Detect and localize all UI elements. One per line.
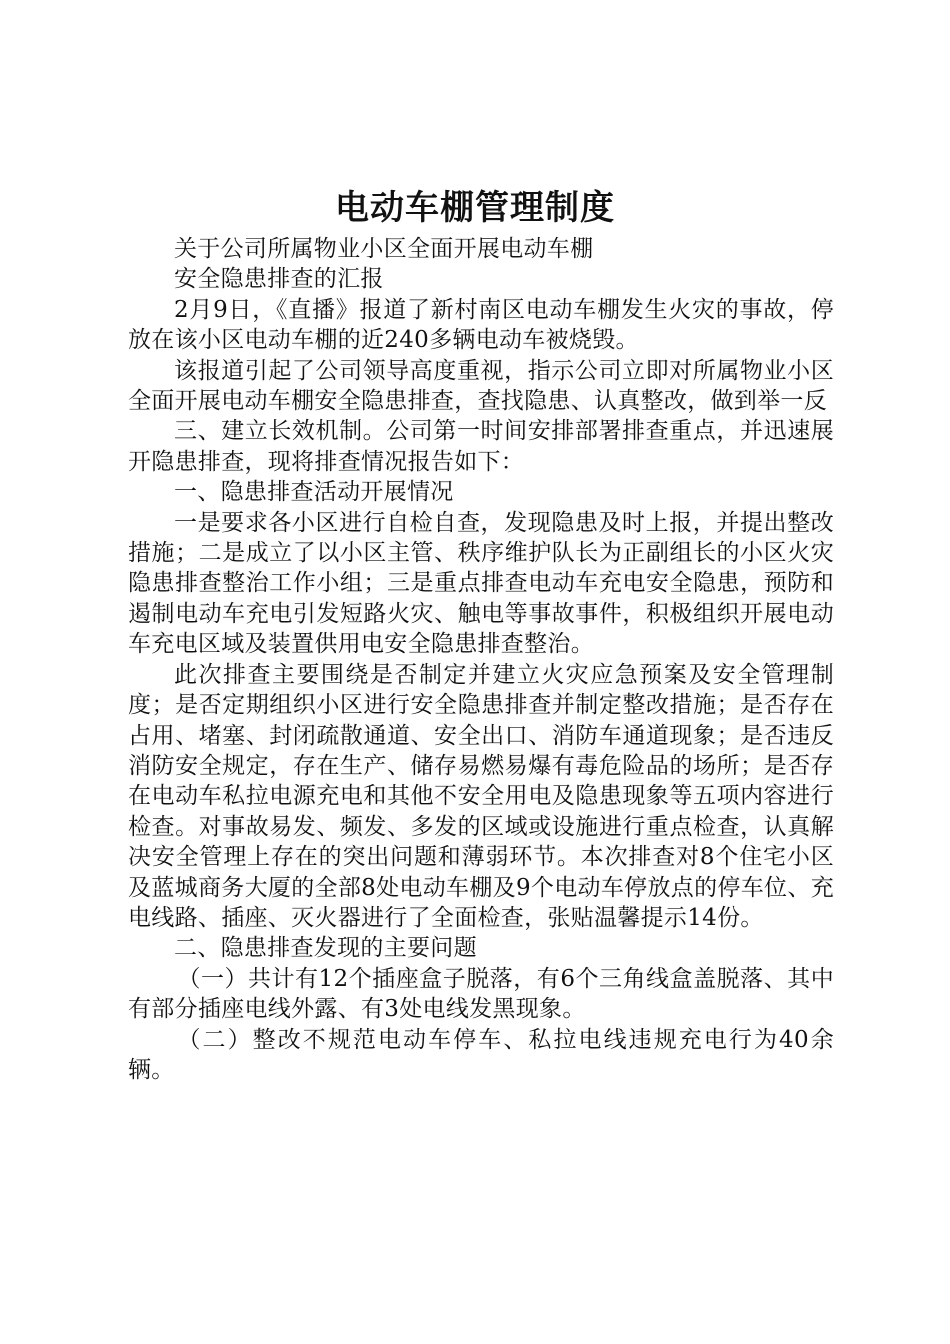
paragraph-incident: 2月9日，《直播》报道了新村南区电动车棚发生火灾的事故，停放在该小区电动车棚的近240多辆电动车被烧毁。 [128,296,834,354]
section-heading-2: 二、隐患排查发现的主要问题 [174,935,477,962]
paragraph-mechanism: 三、建立长效机制。公司第一时间安排部署排查重点，并迅速展开隐患排查，现将排查情况报告如下： [128,418,834,475]
issue-item-1: （一）共计有12个插座盒子脱落，有6个三角线盒盖脱落、其中有部分插座电线外露、有3处电线发黑现象。 [128,965,834,1023]
report-title-line-1: 关于公司所属物业小区全面开展电动车棚 [174,236,594,262]
paragraph-measures: 一是要求各小区进行自检自查，发现隐患及时上报，并提出整改措施；二是成立了以小区主管、秩序维护队长为正副组长的小区火灾隐患排查整治工作小组；三是重点排查电动车充电安全隐患，预防和遏制电动车充电引发短路火灾、触电等事故事件，积极组织开展电动车充电区域及装置供用电安全隐患排查整治。 [128,509,834,658]
paragraph-leadership: 该报道引起了公司领导高度重视，指示公司立即对所属物业小区全面开展电动车棚安全隐患排查，查找隐患、认真整改，做到举一反 [128,357,834,415]
document-body [128,234,834,1085]
report-title-line-2: 安全隐患排查的汇报 [174,266,384,293]
issue-item-2: （二）整改不规范电动车停车、私拉电线违规充电行为40余辆。 [128,1026,834,1083]
section-heading-1: 一、隐患排查活动开展情况 [174,479,454,506]
document-title: 电动车棚管理制度 [335,188,615,228]
paragraph-inspection: 此次排查主要围绕是否制定并建立火灾应急预案及安全管理制度；是否定期组织小区进行安全隐患排查并制定整改措施；是否存在占用、堵塞、封闭疏散通道、安全出口、消防车通道现象；是否违反消防安全规定，存在生产、储存易燃易爆有毒危险品的场所；是否存在电动车私拉电源充电和其他不安全用电及隐患现象等五项内容进行检查。对事故易发、频发、多发的区域或设施进行重点检查，认真解决安全管理上存在的突出问题和薄弱环节。本次排查对8个住宅小区及蓝城商务大厦的全部8处电动车棚及9个电动车停放点的停车位、充电线路、插座、灭火器进行了全面检查，张贴温馨提示14份。 [128,661,834,931]
